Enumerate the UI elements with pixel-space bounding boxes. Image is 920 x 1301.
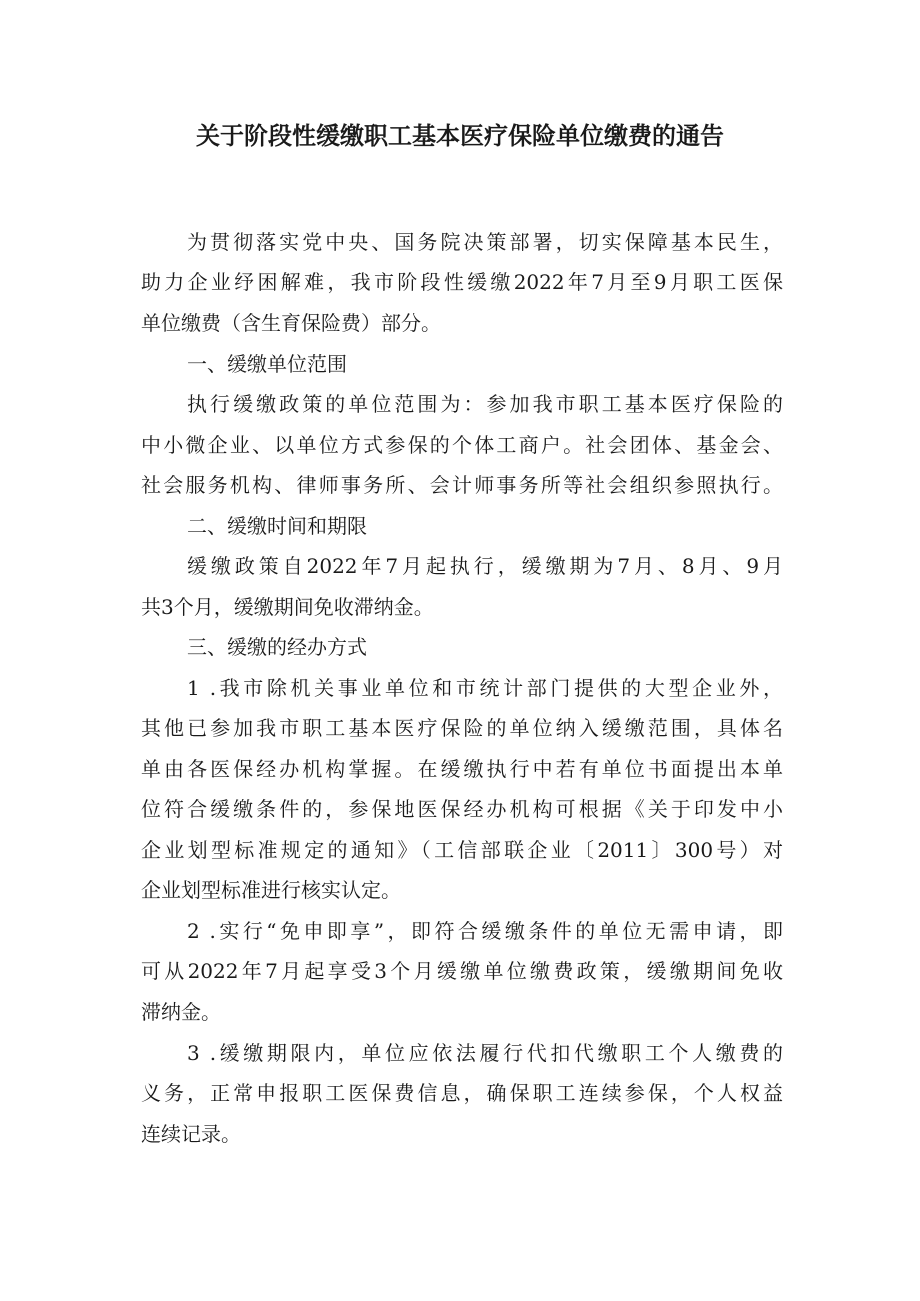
- item1-line: 位符合缓缴条件的，参保地医保经办机构可根据《关于印发中小: [141, 797, 783, 821]
- item3-line: 3 .缓缴期限内，单位应依法履行代扣代缴职工个人缴费的: [187, 1041, 783, 1065]
- item2-line: 2 .实行“免申即享”，即符合缓缴条件的单位无需申请，即: [187, 919, 783, 943]
- section1-line: 社会服务机构、律师事务所、会计师事务所等社会组织参照执行。: [141, 473, 783, 497]
- section-heading-scope: 一、缓缴单位范围: [187, 352, 347, 376]
- section-heading-period: 二、缓缴时间和期限: [187, 514, 367, 538]
- section-heading-procedure: 三、缓缴的经办方式: [187, 635, 367, 659]
- item1-line: 单由各医保经办机构掌握。在缓缴执行中若有单位书面提出本单: [141, 757, 783, 781]
- section2-line: 共3个月，缓缴期间免收滞纳金。: [141, 595, 434, 619]
- item3-line: 义务，正常申报职工医保费信息，确保职工连续参保，个人权益: [141, 1081, 783, 1105]
- section1-line: 中小微企业、以单位方式参保的个体工商户。社会团体、基金会、: [141, 433, 783, 457]
- intro-line: 为贯彻落实党中央、国务院决策部署，切实保障基本民生，: [187, 230, 783, 254]
- section2-line: 缓缴政策自2022年7月起执行，缓缴期为7月、8月、9月: [187, 554, 783, 578]
- item1-line: 1 .我市除机关事业单位和市统计部门提供的大型企业外，: [187, 676, 783, 700]
- item2-line: 滞纳金。: [141, 1000, 221, 1024]
- item3-line: 连续记录。: [141, 1122, 241, 1146]
- item1-line: 企业划型标准进行核实认定。: [141, 878, 401, 902]
- document-title: 关于阶段性缓缴职工基本医疗保险单位缴费的通告: [196, 122, 724, 150]
- item2-line: 可从2022年7月起享受3个月缓缴单位缴费政策，缓缴期间免收: [141, 959, 783, 983]
- intro-line: 助力企业纾困解难，我市阶段性缓缴2022年7月至9月职工医保: [141, 270, 783, 294]
- item1-line: 企业划型标准规定的通知》（工信部联企业〔2011〕300号）对: [141, 838, 783, 862]
- section1-line: 执行缓缴政策的单位范围为：参加我市职工基本医疗保险的: [187, 392, 783, 416]
- item1-line: 其他已参加我市职工基本医疗保险的单位纳入缓缴范围，具体名: [141, 716, 783, 740]
- intro-line: 单位缴费（含生育保险费）部分。: [141, 311, 441, 335]
